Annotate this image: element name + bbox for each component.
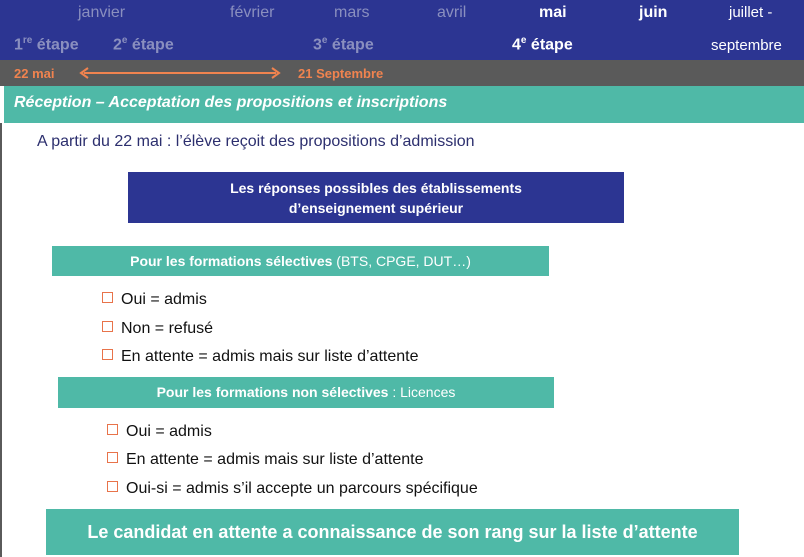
timeline-end-date: 21 Septembre bbox=[298, 66, 384, 81]
non-selective-title-rest: : Licences bbox=[388, 384, 456, 400]
double-arrow-icon bbox=[78, 66, 282, 80]
month-janvier: janvier bbox=[78, 4, 126, 21]
step-4: 4e étape bbox=[512, 35, 573, 54]
checkbox-bullet-icon bbox=[102, 292, 113, 303]
month-fevrier: février bbox=[230, 4, 275, 21]
waiting-rank-note: Le candidat en attente a connaissance de son rang sur la liste d’attente bbox=[46, 509, 739, 555]
step-3: 3e étape bbox=[313, 35, 374, 54]
section-heading: Réception – Acceptation des propositions et inscriptions bbox=[14, 94, 448, 111]
timeline-start-date: 22 mai bbox=[14, 66, 55, 81]
list-item: Oui-si = admis s’il accepte un parcours spécifique bbox=[107, 480, 478, 498]
left-border bbox=[0, 123, 2, 557]
step-1: 1re étape bbox=[14, 35, 79, 54]
list-item: Oui = admis bbox=[107, 423, 212, 441]
month-mai: mai bbox=[539, 4, 567, 21]
month-septembre: septembre bbox=[711, 37, 782, 54]
checkbox-bullet-icon bbox=[107, 424, 118, 435]
step-2: 2e étape bbox=[113, 35, 174, 54]
responses-title-box bbox=[128, 172, 624, 223]
list-item: Oui = admis bbox=[102, 291, 207, 309]
list-item: Non = refusé bbox=[102, 320, 213, 338]
month-juin: juin bbox=[639, 4, 668, 21]
month-mars: mars bbox=[334, 4, 370, 21]
checkbox-bullet-icon bbox=[102, 349, 113, 360]
non-selective-title-box bbox=[58, 377, 554, 408]
month-juillet: juillet - bbox=[729, 4, 773, 21]
month-avril: avril bbox=[437, 4, 467, 21]
responses-title-line1: Les réponses possibles des établissements bbox=[230, 180, 522, 196]
selective-title-rest: (BTS, CPGE, DUT…) bbox=[332, 253, 471, 269]
non-selective-title-bold: Pour les formations non sélectives bbox=[156, 384, 389, 400]
intro-text: A partir du 22 mai : l’élève reçoit des propositions d’admission bbox=[37, 133, 475, 150]
selective-title-bold: Pour les formations sélectives bbox=[130, 253, 333, 269]
list-item: En attente = admis mais sur liste d’attente bbox=[102, 348, 418, 366]
checkbox-bullet-icon bbox=[102, 321, 113, 332]
responses-title-line2: d’enseignement supérieur bbox=[288, 200, 464, 216]
list-item: En attente = admis mais sur liste d’attente bbox=[107, 451, 423, 469]
checkbox-bullet-icon bbox=[107, 481, 118, 492]
selective-title-box bbox=[52, 246, 549, 276]
checkbox-bullet-icon bbox=[107, 452, 118, 463]
